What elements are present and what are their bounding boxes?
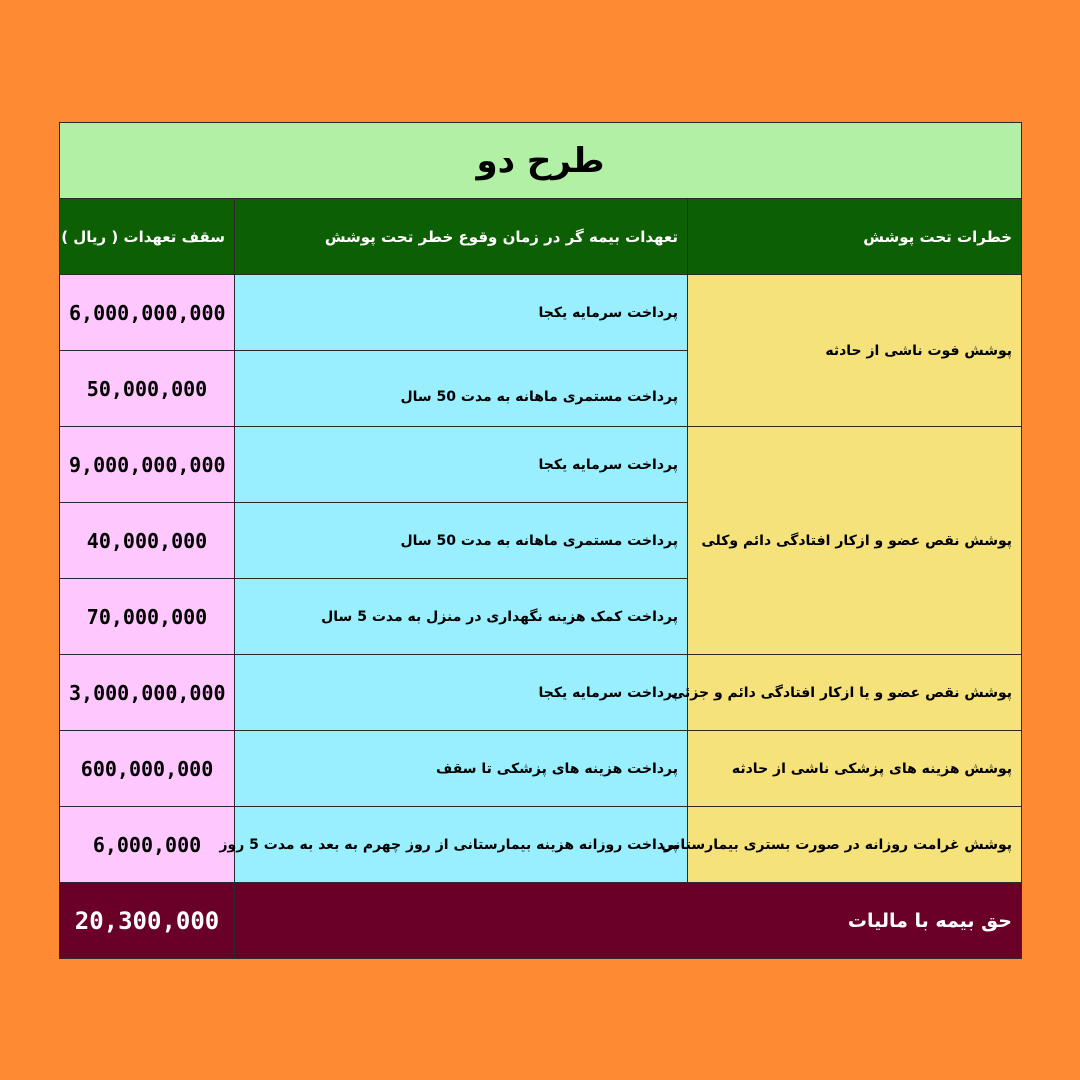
amount-cell (60, 731, 235, 807)
risk-label: پوشش نقص عضو و ازکار افتادگی دائم وکلی (701, 532, 1013, 549)
amount-cell (60, 275, 235, 351)
plan-title: طرح دو (60, 123, 1022, 199)
risk-label: پوشش فوت ناشی از حادثه (825, 342, 1013, 359)
amount-value: 600,000,000 (80, 756, 214, 781)
amount-cell (60, 579, 235, 655)
obligation-label: پرداخت مستمری ماهانه به مدت 50 سال (400, 388, 679, 405)
risk-cell (688, 275, 1022, 427)
header-ceiling: سقف تعهدات ( ریال ) (60, 199, 235, 275)
amount-cell (60, 427, 235, 503)
insurance-plan-table (59, 122, 1022, 959)
amount-cell (60, 655, 235, 731)
obligation-label: پرداخت روزانه هزینه بیمارستانی از روز چهرم به بعد به مدت 5 روز (219, 836, 679, 853)
obligation-label: پرداخت سرمایه یکجا (538, 304, 679, 321)
premium-total: 20,300,000 (60, 883, 235, 959)
table-row (60, 731, 1022, 807)
obligation-label: پرداخت هزینه های پزشکی تا سقف (436, 760, 679, 777)
risk-cell (688, 427, 1022, 655)
amount-value: 9,000,000,000 (69, 452, 226, 477)
risk-label: پوشش غرامت روزانه در صورت بستری بیمارستانی (660, 836, 1013, 853)
amount-value: 50,000,000 (86, 376, 208, 401)
header-obligations: تعهدات بیمه گر در زمان وقوع خطر تحت پوشش (235, 199, 688, 275)
obligation-label: پرداخت سرمایه یکجا (538, 684, 679, 701)
risk-label: پوشش نقص عضو و یا ازکار افتادگی دائم و جزئی (670, 684, 1013, 701)
header-risks: خطرات تحت پوشش (688, 199, 1022, 275)
risk-cell (688, 731, 1022, 807)
amount-value: 70,000,000 (86, 604, 208, 629)
obligation-cell (235, 275, 688, 351)
amount-cell (60, 807, 235, 883)
obligation-cell (235, 579, 688, 655)
risk-cell (670, 655, 1022, 731)
obligation-cell (235, 655, 688, 731)
table-header-row (60, 199, 1022, 275)
obligation-label: پرداخت سرمایه یکجا (538, 456, 679, 473)
amount-value: 6,000,000,000 (69, 300, 226, 325)
table-row (60, 807, 1022, 883)
table-row (60, 655, 1022, 731)
table-row (60, 275, 1022, 351)
obligation-cell (235, 503, 688, 579)
obligation-cell (235, 427, 688, 503)
obligation-label: پرداخت کمک هزینه نگهداری در منزل به مدت 5 سال (321, 608, 679, 625)
amount-value: 6,000,000 (92, 832, 202, 857)
obligation-cell (235, 351, 688, 427)
amount-value: 40,000,000 (86, 528, 208, 553)
amount-cell (60, 351, 235, 427)
premium-row (60, 883, 1022, 959)
amount-value: 3,000,000,000 (69, 680, 226, 705)
risk-label: پوشش هزینه های پزشکی ناشی از حادثه (731, 760, 1013, 777)
amount-cell (60, 503, 235, 579)
obligation-cell (219, 807, 688, 883)
risk-cell (660, 807, 1022, 883)
premium-label: حق بیمه با مالیات (235, 883, 1022, 959)
table-row (60, 427, 1022, 503)
obligation-label: پرداخت مستمری ماهانه به مدت 50 سال (400, 532, 679, 549)
obligation-cell (235, 731, 688, 807)
